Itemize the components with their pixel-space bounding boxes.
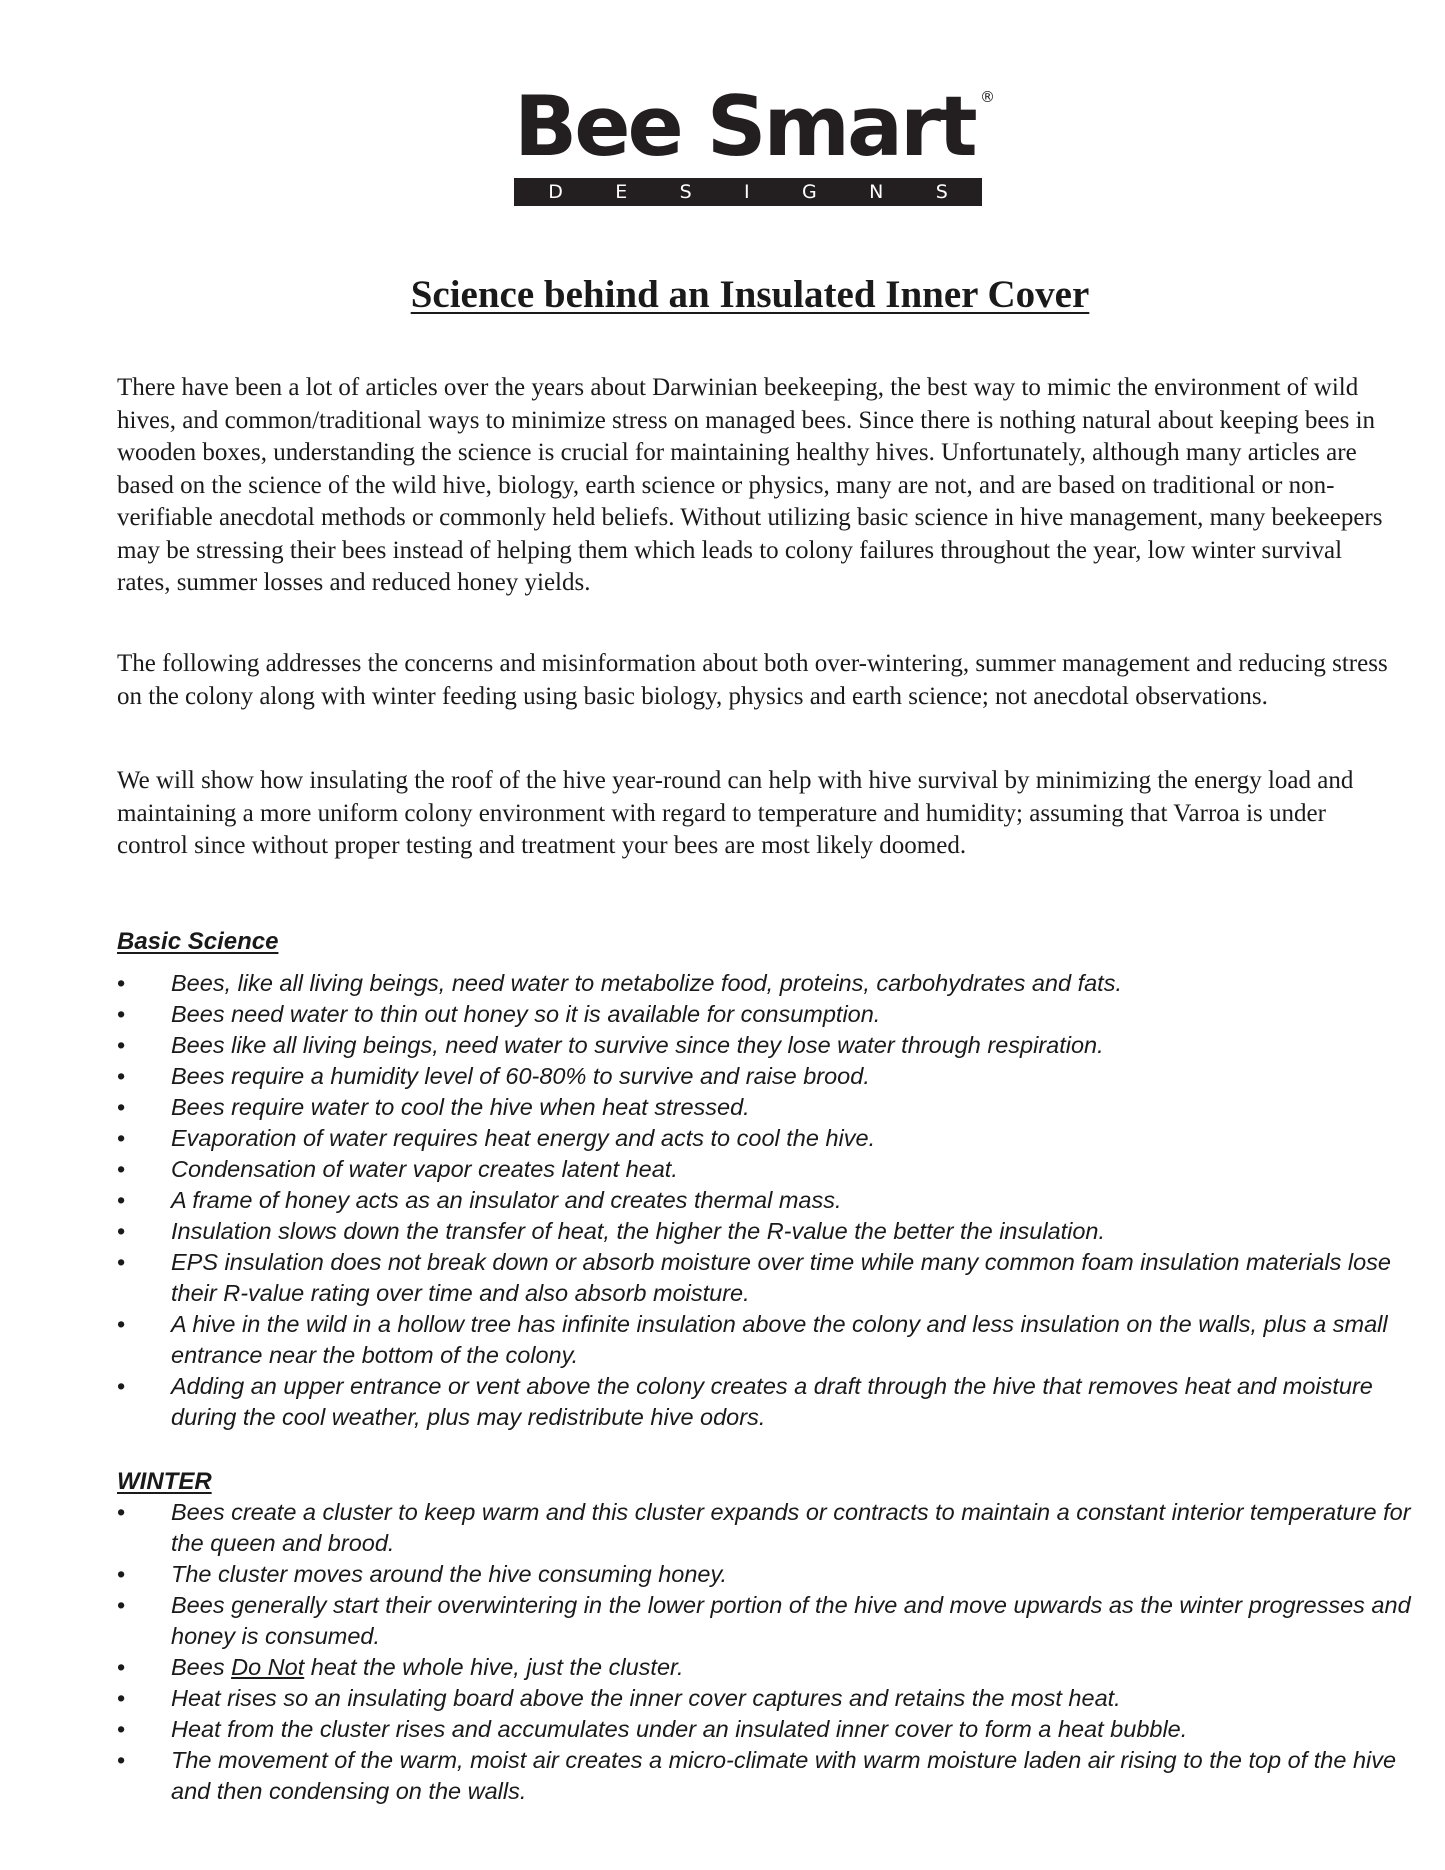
- intro-paragraph: There have been a lot of articles over the years about Darwinian beekeeping, the best way to mimic the environment of wild hives, and common/traditional ways to minimize stress on managed bees. Since there is nothing natural about keeping bees in wooden boxes, understanding the science is crucial for maintaining healthy hives. Unfortunately, although many articles are based on the science of the wild hive, biology, earth science or physics, many are not, and are based on traditional or non-verifiable anecdotal methods or commonly held beliefs. Without utilizing basic science in hive management, many beekeepers may be stressing their bees instead of helping them which leads to colony failures throughout the year, low winter survival rates, summer losses and reduced honey yields.: [117, 374, 1383, 596]
- list-item: • Evaporation of water requires heat energy and acts to cool the hive.: [117, 1123, 1417, 1154]
- logo-tagline-bar: [514, 178, 982, 206]
- registered-mark: ®: [980, 88, 995, 106]
- document-title: [0, 272, 1445, 318]
- list-item: • EPS insulation does not break down or absorb moisture over time while many common foam insulation materials lose their R-value rating over time and also absorb moisture.: [117, 1247, 1417, 1309]
- list-item: [117, 1652, 1417, 1683]
- logo-tagline-letter: N: [869, 181, 884, 203]
- list-item: • Bees, like all living beings, need water to metabolize food, proteins, carbohydrates and fats.: [117, 968, 1417, 999]
- list-item: • Insulation slows down the transfer of heat, the higher the R-value the better the insulation.: [117, 1216, 1417, 1247]
- list-item: • Bees generally start their overwintering in the lower portion of the hive and move upwards as the winter progresses and honey is consumed.: [117, 1590, 1417, 1652]
- list-item: • Bees require water to cool the hive when heat stressed.: [117, 1092, 1417, 1123]
- list-item: • A frame of honey acts as an insulator and creates thermal mass.: [117, 1185, 1417, 1216]
- logo-wordmark: Bee Smart: [514, 78, 975, 175]
- list-item: • The cluster moves around the hive consuming honey.: [117, 1559, 1417, 1590]
- list-item: • Adding an upper entrance or vent above the colony creates a draft through the hive that removes heat and moisture during the cool weather, plus may redistribute hive odors.: [117, 1371, 1417, 1433]
- concerns-paragraph: The following addresses the concerns and misinformation about both over-wintering, summer management and reducing stress on the colony along with winter feeding using basic biology, physics and earth science; not anecdotal observations.: [117, 650, 1388, 710]
- logo-tagline-letter: I: [744, 181, 750, 203]
- list-item-text: Bees: [171, 1654, 232, 1680]
- list-item: • Bees need water to thin out honey so it is available for consumption.: [117, 999, 1417, 1030]
- list-item: • Bees like all living beings, need water to survive since they lose water through respiration.: [117, 1030, 1417, 1061]
- winter-list: [117, 1497, 1417, 1807]
- logo-tagline-letter: E: [615, 181, 628, 203]
- list-item: • Bees require a humidity level of 60-80% to survive and raise brood.: [117, 1061, 1417, 1092]
- list-item: • A hive in the wild in a hollow tree has infinite insulation above the colony and less insulation on the walls, plus a small entrance near the bottom of the colony.: [117, 1309, 1417, 1371]
- logo-tagline-letter: G: [802, 181, 817, 203]
- basic-science-list: [117, 968, 1417, 1433]
- logo-tagline-letter: S: [679, 181, 692, 203]
- list-item: • Heat rises so an insulating board above the inner cover captures and retains the most heat.: [117, 1683, 1417, 1714]
- logo-tagline-letter: D: [548, 181, 563, 203]
- list-item: • Heat from the cluster rises and accumulates under an insulated inner cover to form a heat bubble.: [117, 1714, 1417, 1745]
- list-item-text: heat the whole hive, just the cluster.: [304, 1654, 684, 1680]
- list-item: • The movement of the warm, moist air creates a micro-climate with warm moisture laden air rising to the top of the hive and then condensing on the walls.: [117, 1745, 1417, 1807]
- emphasis-do-not: Do Not: [231, 1654, 305, 1680]
- insulation-paragraph: We will show how insulating the roof of the hive year-round can help with hive survival by minimizing the energy load and maintaining a more uniform colony environment with regard to temperature and humidity; assuming that Varroa is under control since without proper testing and treatment your bees are most likely doomed.: [117, 767, 1354, 859]
- document-title-text: Science behind an Insulated Inner Cover: [410, 273, 1090, 316]
- list-item: • Bees create a cluster to keep warm and this cluster expands or contracts to maintain a constant interior temperature for the queen and brood.: [117, 1497, 1417, 1559]
- logo-tagline-letter: S: [935, 181, 948, 203]
- bee-smart-logo: [514, 78, 995, 208]
- winter-heading: WINTER: [117, 1468, 212, 1495]
- basic-science-heading: Basic Science: [117, 928, 279, 955]
- list-item: • Condensation of water vapor creates latent heat.: [117, 1154, 1417, 1185]
